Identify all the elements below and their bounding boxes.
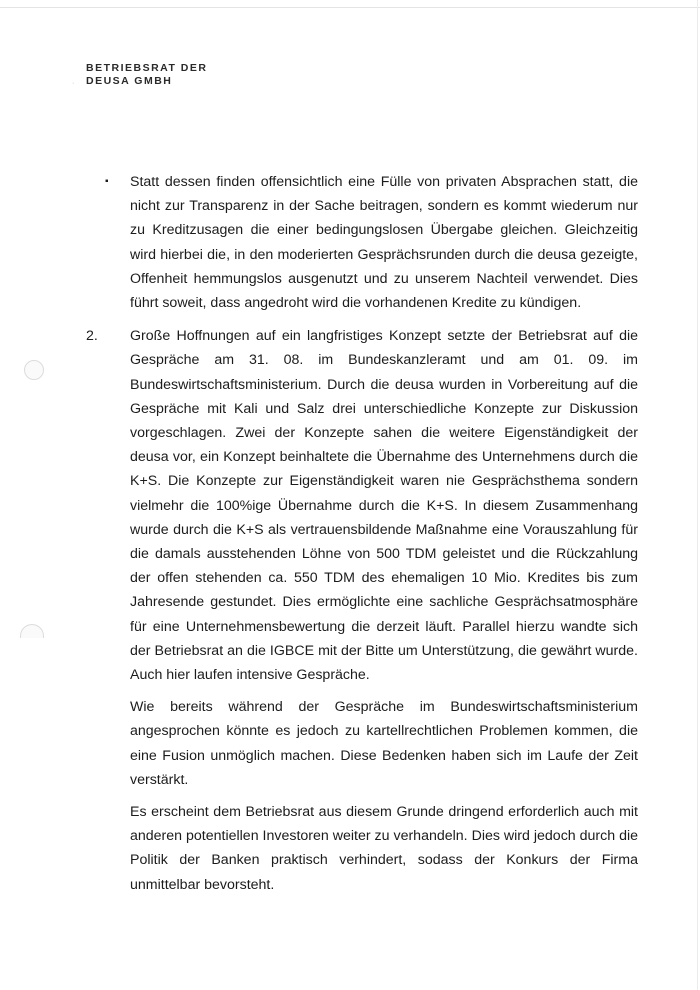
bullet-item: [86, 170, 638, 315]
letterhead-line-1: BETRIEBSRAT DER: [86, 62, 208, 74]
item-number: 2.: [86, 328, 98, 345]
punch-hole-mark: [24, 360, 44, 380]
document-body: [86, 170, 638, 897]
paragraph-cartel-concerns: Wie bereits während der Gespräche im Bundeswirtschaftsministerium angesprochen könnte es jedoch zu kartellrechtlichen Problemen kommen, die eine Fusion unmöglich machen. Diese Bedenken haben sich im Laufe der Zeit verstärkt.: [130, 699, 638, 788]
letterhead: [86, 62, 207, 88]
numbered-paragraph: Große Hoffnungen auf ein langfristiges Konzept setzte der Betriebsrat auf die Gespräche am 31. 08. im Bundeskanzleramt und am 01. 09. im Bundeswirtschaftsministerium. Durch die deusa wurden in Vorbereitung auf die Gespräche mit Kali und Salz drei unterschiedliche Konzepte zur Diskussion vorgeschlagen. Zwei der Konzepte sahen die weitere Eigenständigkeit der deusa vor, ein Konzept beinhaltete die Übernahme des Unternehmens durch die K+S. Die Konzepte zur Eigenständigkeit waren nie Gesprächsthema sondern vielmehr die 100%ige Übernahme durch die K+S. In diesem Zusammenhang wurde durch die K+S als vertrauensbildende Maßnahme eine Vorauszahlung für die damals ausstehenden Löhne von 500 TDM geleistet und die Rückzahlung der offen stehenden ca. 550 TDM des ehemaligen 10 Mio. Kredites bis zum Jahresende gestundet. Dies ermöglichte eine sachliche Gesprächsatmosphäre für eine Unternehmensbewertung die derzeit läuft. Parallel hierzu wandte sich der Betriebsrat an die IGBCE mit der Bitte um Unterstützung, die gewährt wurde. Auch hier laufen intensive Gespräche.: [130, 328, 638, 684]
bullet-square-icon: ▪: [105, 176, 109, 187]
punch-hole-mark: [20, 624, 44, 638]
letterhead-line-2: DEUSA GMBH: [86, 75, 173, 87]
paragraph-investors: Es erscheint dem Betriebsrat aus diesem Grunde dringend erforderlich auch mit anderen potentiellen Investoren weiter zu verhandeln. Dies wird jedoch durch die Politik der Banken praktisch verhindert, sodass der Konkurs der Firma unmittelbar bevorsteht.: [130, 804, 638, 893]
bullet-paragraph: Statt dessen finden offensichtlich eine Fülle von privaten Absprachen statt, die nicht zur Transparenz in der Sache beitragen, sondern es kommt wiederum nur zu Kreditzusagen die einer bedingungslosen Übergabe gleichen. Gleichzeitig wird hierbei die, in den moderierten Gesprächsrunden durch die deusa gezeigte, Offenheit hemmungslos ausgenutzt und zu unserem Nachteil verwendet. Dies führt soweit, dass angedroht wird die vorhandenen Kredite zu kündigen.: [130, 174, 638, 312]
scan-edge-line: [0, 7, 700, 8]
numbered-item-2: [86, 324, 638, 687]
scan-speck: ·: [72, 80, 75, 87]
scan-right-edge: [697, 0, 698, 990]
